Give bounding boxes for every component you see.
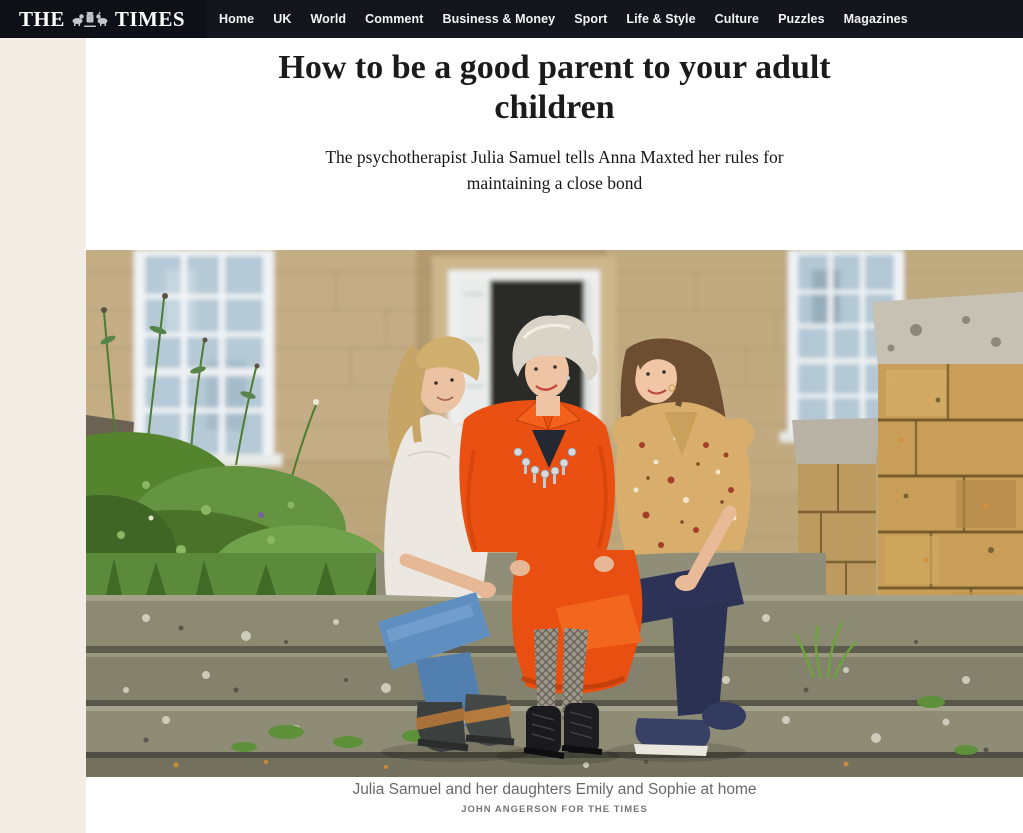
nav-item-puzzles[interactable]: Puzzles xyxy=(778,12,825,26)
article xyxy=(86,38,1023,833)
hero-caption: Julia Samuel and her daughters Emily and Sophie at home xyxy=(352,781,757,798)
times-logo[interactable] xyxy=(0,0,207,38)
figures-group xyxy=(378,315,754,765)
nav-item-culture[interactable]: Culture xyxy=(714,12,760,26)
nav-item-life-style[interactable]: Life & Style xyxy=(626,12,696,26)
primary-nav xyxy=(219,0,908,38)
hero-credit: JOHN ANGERSON FOR THE TIMES xyxy=(461,804,648,815)
nav-item-home[interactable]: Home xyxy=(219,12,255,26)
hero-photo-illustration xyxy=(86,250,1023,777)
nav-item-sport[interactable]: Sport xyxy=(574,12,608,26)
nav-item-world[interactable]: World xyxy=(310,12,347,26)
logo-times: TIMES xyxy=(114,6,186,31)
hero-photo xyxy=(86,250,1023,777)
nav-item-comment[interactable]: Comment xyxy=(365,12,424,26)
article-standfirst: The psychotherapist Julia Samuel tells Anna Maxted her rules for maintaining a close bond xyxy=(325,147,784,193)
nav-item-uk[interactable]: UK xyxy=(273,12,292,26)
logo-the: THE xyxy=(19,6,65,31)
nav-item-business-money[interactable]: Business & Money xyxy=(442,12,556,26)
royal-crest-icon xyxy=(70,9,110,29)
left-margin-strip xyxy=(0,38,86,833)
article-headline: How to be a good parent to your adult children xyxy=(278,49,831,126)
top-navigation-bar xyxy=(0,0,1023,38)
nav-item-magazines[interactable]: Magazines xyxy=(843,12,908,26)
